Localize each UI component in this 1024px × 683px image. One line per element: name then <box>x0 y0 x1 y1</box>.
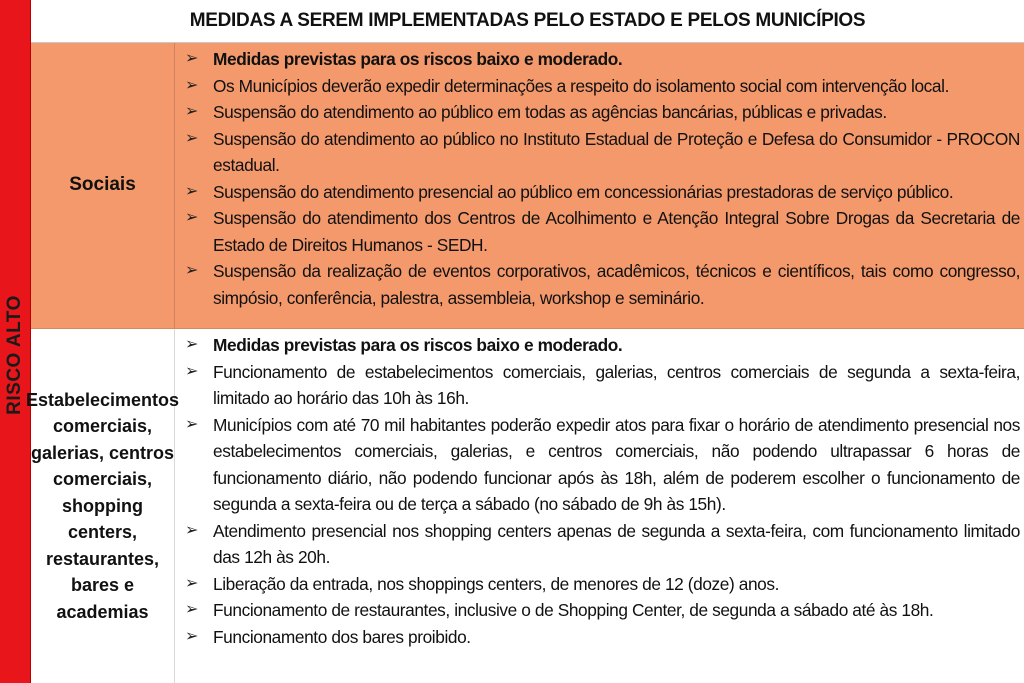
category-line: shopping centers, <box>62 495 143 543</box>
list-item-text: Funcionamento de estabelecimentos comerciais, galerias, centros comerciais de segunda a sexta-feira, limitado ao horário das 10h às 16h. <box>213 361 1020 408</box>
arrow-bullet-icon: ➢ <box>185 415 199 433</box>
category-line: bares e <box>70 575 135 596</box>
arrow-bullet-icon: ➢ <box>185 50 199 67</box>
list-item <box>185 571 1020 598</box>
arrow-bullet-icon: ➢ <box>185 209 199 226</box>
list-item-text: Suspensão do atendimento ao público no Instituto Estadual de Proteção e Defesa do Consumidor - PROCON estadual. <box>213 128 1020 175</box>
category-line: academias <box>56 601 149 622</box>
list-item-text: Os Municípios deverão expedir determinações a respeito do isolamento social com intervenção local. <box>213 75 949 96</box>
sociais-row <box>31 43 1024 329</box>
category-line: galerias, centros <box>30 442 175 463</box>
category-line: Estabelecimentos <box>25 389 180 410</box>
arrow-bullet-icon: ➢ <box>185 262 199 279</box>
list-item-text: Suspensão do atendimento ao público em todas as agências bancárias, públicas e privadas. <box>213 102 887 122</box>
list-item <box>185 73 1020 100</box>
arrow-bullet-icon: ➢ <box>185 76 199 94</box>
arrow-bullet-icon: ➢ <box>185 574 199 592</box>
category-line: restaurantes, <box>45 548 160 569</box>
list-item-text: Municípios com até 70 mil habitantes poderão expedir atos para fixar o horário de atendimento presencial nos estabelecimentos comerciais, galerias, e centros comerciais, não podendo ultrapassar 6 horas de funcionamento diário, não podendo funcionar após às 18h, além de poderem escolher o funcionamento de segunda a sexta-feira ou de terça a sábado (no sábado de 9h às 15h). <box>213 414 1020 514</box>
list-item <box>185 332 1020 359</box>
risk-level-label: RISCO ALTO <box>4 295 25 415</box>
list-item <box>185 359 1020 412</box>
list-item <box>185 205 1020 258</box>
arrow-bullet-icon: ➢ <box>185 521 199 539</box>
list-item-text: Suspensão do atendimento presencial ao público em concessionárias prestadoras de serviço público. <box>213 181 954 202</box>
sociais-items <box>175 43 1024 328</box>
table-header: MEDIDAS A SEREM IMPLEMENTADAS PELO ESTADO E PELOS MUNICÍPIOS <box>31 0 1024 43</box>
list-item <box>185 597 1020 624</box>
arrow-bullet-icon: ➢ <box>185 182 199 200</box>
list-item <box>185 624 1020 651</box>
list-item-text: Medidas previstas para os riscos baixo e moderado. <box>213 49 623 69</box>
arrow-bullet-icon: ➢ <box>185 129 199 147</box>
list-item-text: Suspensão do atendimento dos Centros de Acolhimento e Atenção Integral Sobre Drogas da Secretaria de Estado de Direitos Humanos - SEDH. <box>213 208 1020 255</box>
list-item-text: Suspensão da realização de eventos corporativos, acadêmicos, técnicos e científicos, tais como congresso, simpósio, conferência, palestra, assembleia, workshop e seminário. <box>213 261 1020 308</box>
list-item-text: Funcionamento de restaurantes, inclusive o de Shopping Center, de segunda a sábado até às 18h. <box>213 600 934 620</box>
estabelecimentos-category-label <box>26 387 179 626</box>
list-item-text: Atendimento presencial nos shopping centers apenas de segunda a sexta-feira, com funcionamento limitado das 12h às 20h. <box>213 520 1020 567</box>
estabelecimentos-row <box>25 329 1024 683</box>
list-item <box>185 518 1020 571</box>
list-item-text: Funcionamento dos bares proibido. <box>213 626 471 647</box>
sociais-category-label: Sociais <box>69 174 136 196</box>
estabelecimentos-category <box>25 329 180 683</box>
category-line: comerciais, <box>52 469 153 490</box>
sociais-category <box>31 43 175 328</box>
arrow-bullet-icon: ➢ <box>185 336 199 353</box>
arrow-bullet-icon: ➢ <box>185 103 199 120</box>
list-item <box>185 179 1020 206</box>
arrow-bullet-icon: ➢ <box>185 627 199 645</box>
list-item <box>185 46 1020 73</box>
arrow-bullet-icon: ➢ <box>185 362 199 380</box>
list-item-text: Liberação da entrada, nos shoppings centers, de menores de 12 (doze) anos. <box>213 573 780 594</box>
category-line: comerciais, <box>52 416 153 437</box>
list-item <box>185 99 1020 126</box>
list-item <box>185 126 1020 179</box>
arrow-bullet-icon: ➢ <box>185 601 199 618</box>
list-item <box>185 258 1020 311</box>
list-item <box>185 412 1020 518</box>
estabelecimentos-items <box>175 329 1024 683</box>
list-item-text: Medidas previstas para os riscos baixo e moderado. <box>213 335 623 355</box>
